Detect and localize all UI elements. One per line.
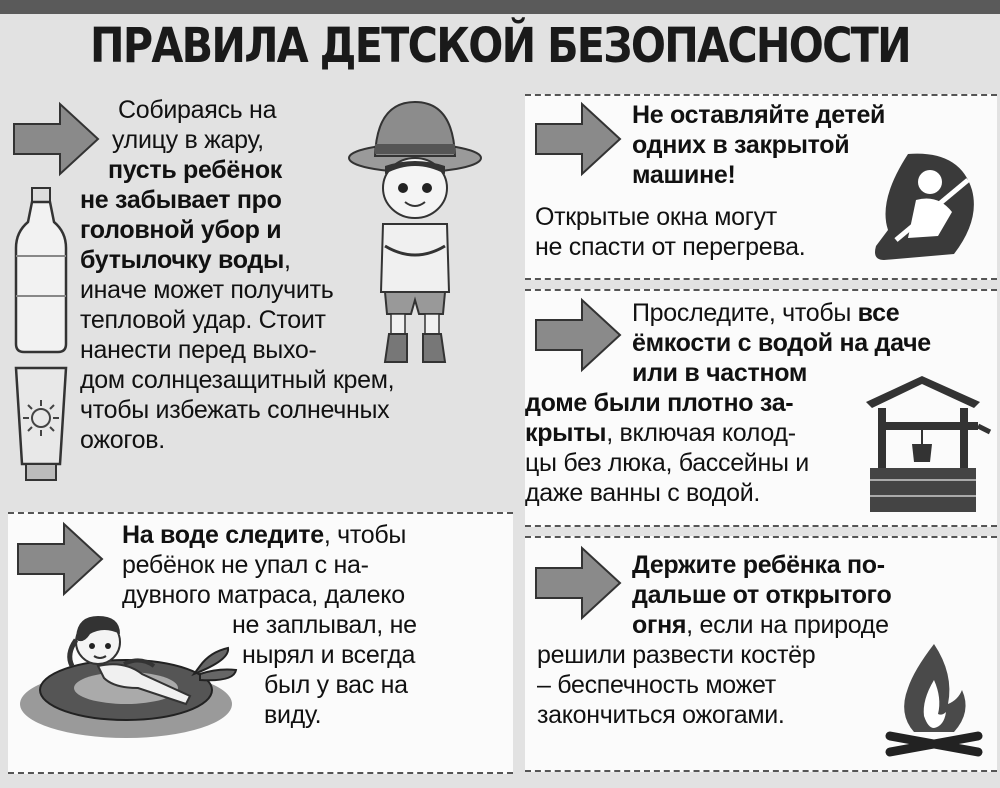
car-heading-line: машине! xyxy=(632,161,736,189)
heat-line: иначе может получить xyxy=(80,276,334,304)
car-heading xyxy=(632,100,885,190)
swim-line: На воде следите, чтобы xyxy=(122,521,407,549)
heat-line: ожогов. xyxy=(80,426,165,454)
heat-line: чтобы избежать солнечных xyxy=(80,396,390,424)
water-line: цы без люка, бассейны и xyxy=(525,449,809,477)
water-tanks-text xyxy=(0,298,1000,508)
arrow-icon xyxy=(532,100,624,178)
car-heading-line: Не оставляйте детей xyxy=(632,101,886,129)
top-bar xyxy=(0,0,1000,14)
swim-line: нырял и всегда xyxy=(242,641,416,669)
fire-line: решили развести костёр xyxy=(537,641,816,669)
heat-line: пусть ребёнок xyxy=(108,156,283,184)
car-text-line: не спасти от перегрева. xyxy=(535,233,806,261)
heat-line: нанести перед выхо- xyxy=(80,336,317,364)
water-line: доме были плотно за- xyxy=(525,389,794,417)
water-line: ёмкости с водой на даче xyxy=(632,329,931,357)
heat-line: бутылочку воды, xyxy=(80,246,291,274)
swim-line: дувного матраса, далеко xyxy=(122,581,405,609)
well-icon xyxy=(862,372,994,516)
water-line: или в частном xyxy=(632,359,808,387)
fire-line: Держите ребёнка по- xyxy=(632,551,885,579)
heat-line: тепловой удар. Стоит xyxy=(80,306,326,334)
campfire-icon xyxy=(884,640,984,758)
water-line: Проследите, чтобы все xyxy=(632,299,900,327)
swim-line: не заплывал, не xyxy=(232,611,417,639)
heat-line: Собираясь на xyxy=(118,96,277,124)
car-text xyxy=(535,202,805,262)
heat-line: дом солнцезащитный крем, xyxy=(80,366,395,394)
swim-line: ребёнок не упал с на- xyxy=(122,551,369,579)
fire-line: – беспечность может xyxy=(537,671,776,699)
heat-line: улицу в жару, xyxy=(112,126,264,154)
fire-line: закончиться ожогами. xyxy=(537,701,785,729)
heat-line: головной убор и xyxy=(80,216,282,244)
car-heading-line: одних в закрытой xyxy=(632,131,850,159)
water-line: даже ванны с водой. xyxy=(525,479,760,507)
swim-line: виду. xyxy=(264,701,322,729)
water-line: крыты, включая колод- xyxy=(525,419,796,447)
fire-text xyxy=(0,550,1000,730)
swim-line: был у вас на xyxy=(264,671,408,699)
fire-line: дальше от открытого xyxy=(632,581,892,609)
car-seat-icon xyxy=(868,150,986,266)
heat-line: не забывает про xyxy=(80,186,282,214)
fire-line: огня, если на природе xyxy=(632,611,889,639)
page-title: ПРАВИЛА ДЕТСКОЙ БЕЗОПАСНОСТИ xyxy=(90,18,910,74)
car-text-line: Открытые окна могут xyxy=(535,203,777,231)
